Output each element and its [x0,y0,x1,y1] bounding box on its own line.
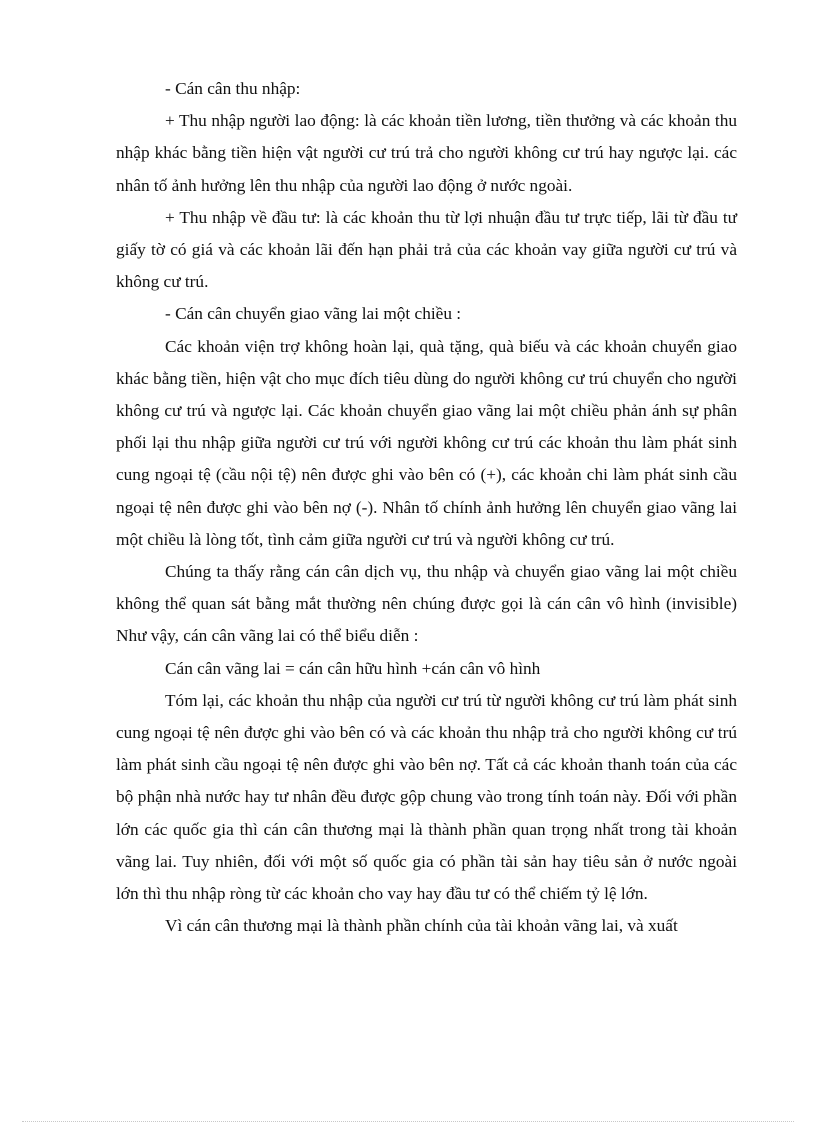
paragraph-transfers-description: Các khoản viện trợ không hoàn lại, quà tặng, quà biếu và các khoản chuyển giao khác bằng tiền, hiện vật cho mục đích tiêu dùng do người không cư trú chuyển cho người không cư trú và ngược lại. Các khoản chuyển giao vãng lai một chiều phản ánh sự phân phối lại thu nhập giữa người cư trú với người không cư trú các khoản thu làm phát sinh cung ngoại tệ (cầu nội tệ) nên được ghi vào bên có (+), các khoản chi làm phát sinh cầu ngoại tệ nên được ghi vào bên nợ (-). Nhân tố chính ảnh hưởng lên chuyển giao vãng lai một chiều là lòng tốt, tình cảm giữa người cư trú và người không cư trú. [116,336,737,549]
paragraph-trade-balance: Vì cán cân thương mại là thành phần chính của tài khoản vãng lai, và xuất [165,916,678,936]
paragraph-summary: Tóm lại, các khoản thu nhập của người cư trú từ người không cư trú làm phát sinh cung ngoại tệ nên được ghi vào bên có và các khoản thu nhập trả cho người không cư trú làm phát sinh cầu ngoại tệ nên được ghi vào bên nợ. Tất cả các khoản thanh toán của các bộ phận nhà nước hay tư nhân đều được gộp chung vào trong tính toán này. Đối với phần lớn các quốc gia thì cán cân thương mại là thành phần quan trọng nhất trong tài khoản vãng lai. Tuy nhiên, đối với một số quốc gia có phần tài sản hay tiêu sản ở nước ngoài lớn thì thu nhập ròng từ các khoản cho vay hay đầu tư có thể chiếm tỷ lệ lớn. [116,690,737,904]
paragraph-invisible-balance: Chúng ta thấy rằng cán cân dịch vụ, thu nhập và chuyển giao vãng lai một chiều không thể quan sát bằng mắt thường nên chúng được gọi là cán cân vô hình (invisible) Như vậy, cán cân vãng lai có thể biểu diễn : [116,562,737,646]
heading-unilateral-transfers: - Cán cân chuyển giao vãng lai một chiều : [165,304,462,324]
heading-income-balance: - Cán cân thu nhập: [165,79,301,98]
paragraph-investment-income: + Thu nhập về đầu tư: là các khoản thu từ lợi nhuận đầu tư trực tiếp, lãi từ đầu tư giấy tờ có giá và các khoản lãi đến hạn phải trả của các khoản vay giữa người cư trú và không cư trú. [116,207,737,292]
paragraph-labor-income: + Thu nhập người lao động: là các khoản tiền lương, tiền thưởng và các khoản thu nhập khác bằng tiền hiện vật người cư trú trả cho người không cư trú hay ngược lại. các nhân tố ảnh hưởng lên thu nhập của người lao động ở nước ngoài. [116,111,737,195]
page-bottom-border [22,1121,794,1122]
document-body [116,73,737,942]
formula-current-account: Cán cân vãng lai = cán cân hữu hình +cán cân vô hình [165,658,541,678]
